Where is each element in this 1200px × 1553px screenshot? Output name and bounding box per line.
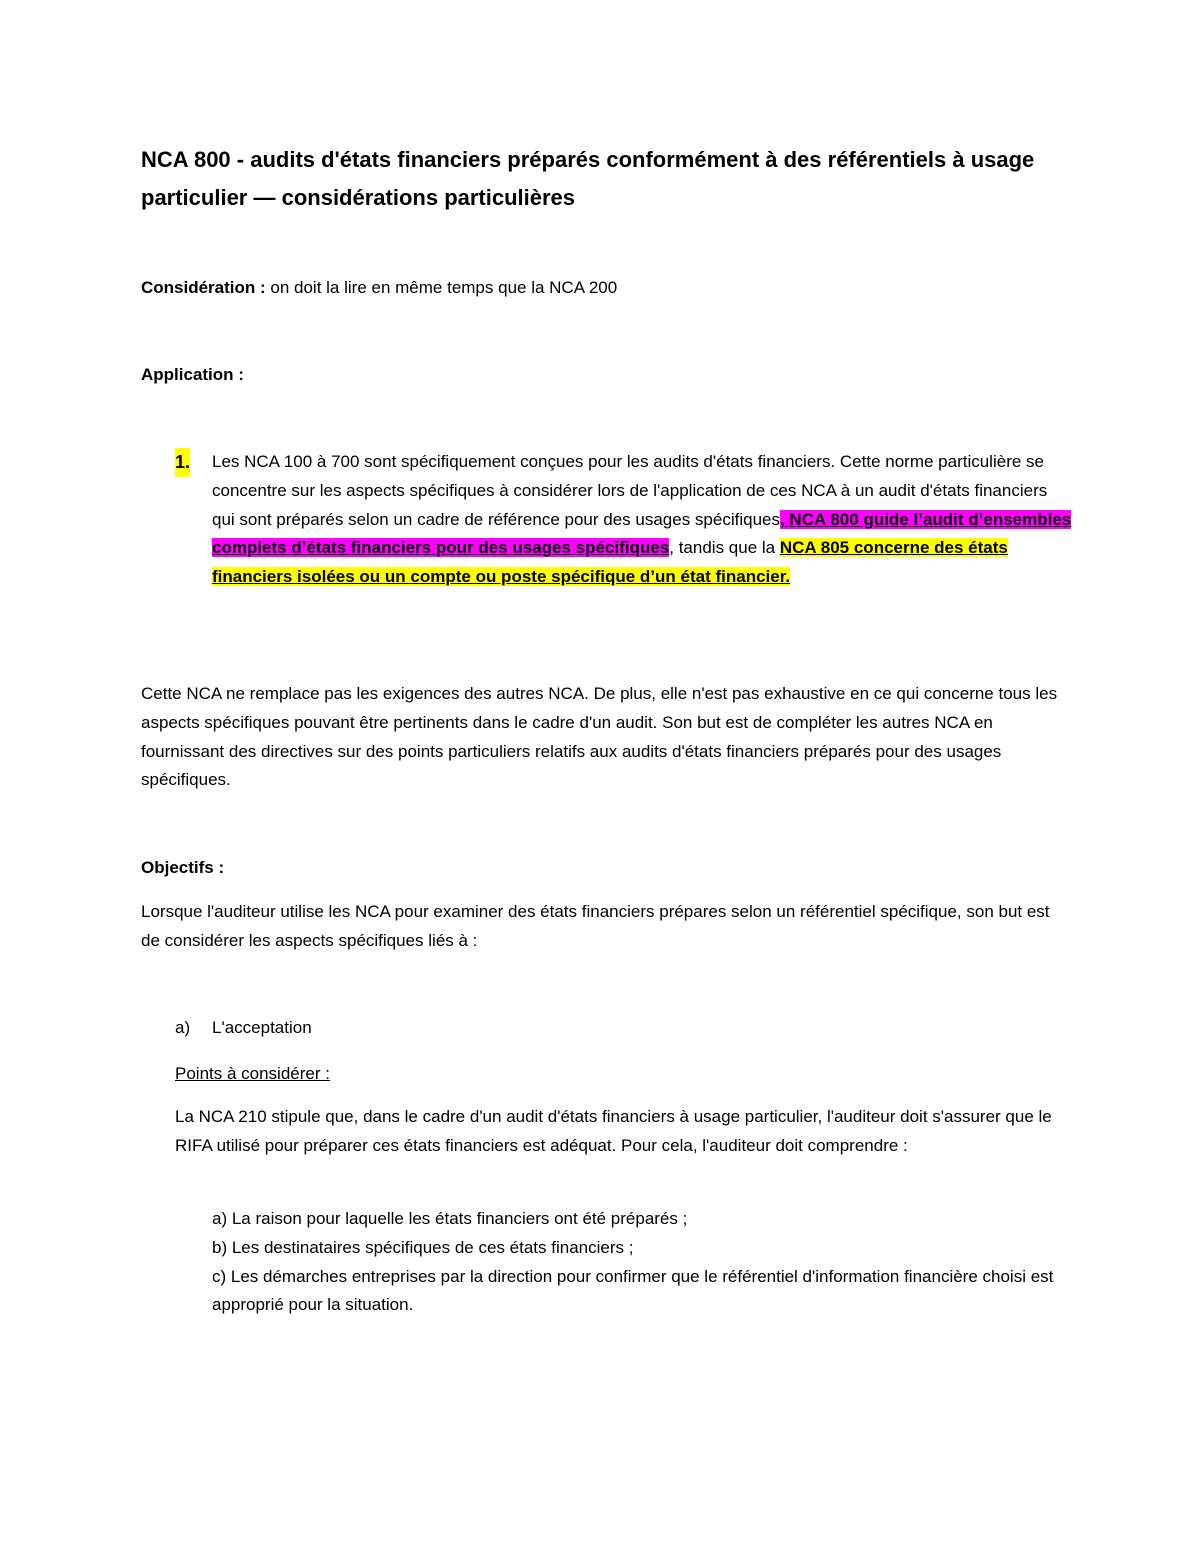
list-item: c) Les démarches entreprises par la direction pour confirmer que le référentiel d'information financière choisi est approprié pour la situation. [212, 1266, 1054, 1315]
application-item [212, 448, 1072, 592]
consideration-text: on doit la lire en même temps que la NCA 200 [265, 278, 618, 297]
acceptation-label: a) [175, 1018, 191, 1037]
highlight-yellow-text: NCA 805 concerne des états financiers isolées ou un compte ou poste spécifique d’un état financier. [212, 538, 1008, 587]
objectifs-heading: Objectifs : [141, 858, 225, 877]
application-text-part1: Les NCA 100 à 700 sont spécifiquement conçues pour les audits d'états financiers. Cette norme particulière se concentre sur les aspects spécifiques à considérer lors de l'application de ces NCA à un audit d'états financiers qui sont préparés selon un cadre de référence pour des usages spécifiques [212, 452, 1048, 529]
objectifs-paragraph: Lorsque l'auditeur utilise les NCA pour examiner des états financiers prépares selon un référentiel spécifique, son but est de considérer les aspects spécifiques liés à : [141, 902, 1050, 950]
list-item: b) Les destinataires spécifiques de ces états financiers ; [212, 1237, 634, 1257]
list-item: a) La raison pour laquelle les états financiers ont été préparés ; [212, 1209, 688, 1228]
highlight-pink-text: , NCA 800 guide l’audit d’ensembles complets d’états financiers pour des usages spécifiques [212, 509, 1072, 558]
document-title: NCA 800 - audits d'états financiers préparés conformément à des référentiels à usage particulier — considérations particulières [141, 147, 1035, 210]
consideration-paragraph [141, 274, 1071, 303]
nca-paragraph: Cette NCA ne remplace pas les exigences des autres NCA. De plus, elle n'est pas exhaustive en ce qui concerne tous les aspects spécifiques pouvant être pertinents dans le cadre d'un audit. Son but est de compléter les autres NCA en fournissant des directives sur des points particuliers relatifs aux audits d'états financiers préparés pour des usages spécifiques. [141, 684, 1058, 790]
list-number: 1. [175, 448, 190, 477]
acceptation-text: L'acceptation [212, 1018, 312, 1037]
application-text-part2: , tandis que la [669, 538, 780, 558]
consideration-label: Considération : [141, 278, 266, 297]
acceptation-paragraph: La NCA 210 stipule que, dans le cadre d'un audit d'états financiers à usage particulier, l'auditeur doit s'assurer que le RIFA utilisé pour préparer ces états financiers est adéquat. Pour cela, l'auditeur doit comprendre : [175, 1107, 1052, 1155]
considerations-list [212, 1205, 1072, 1320]
points-heading: Points à considérer : [175, 1064, 330, 1083]
application-heading: Application : [141, 365, 244, 384]
